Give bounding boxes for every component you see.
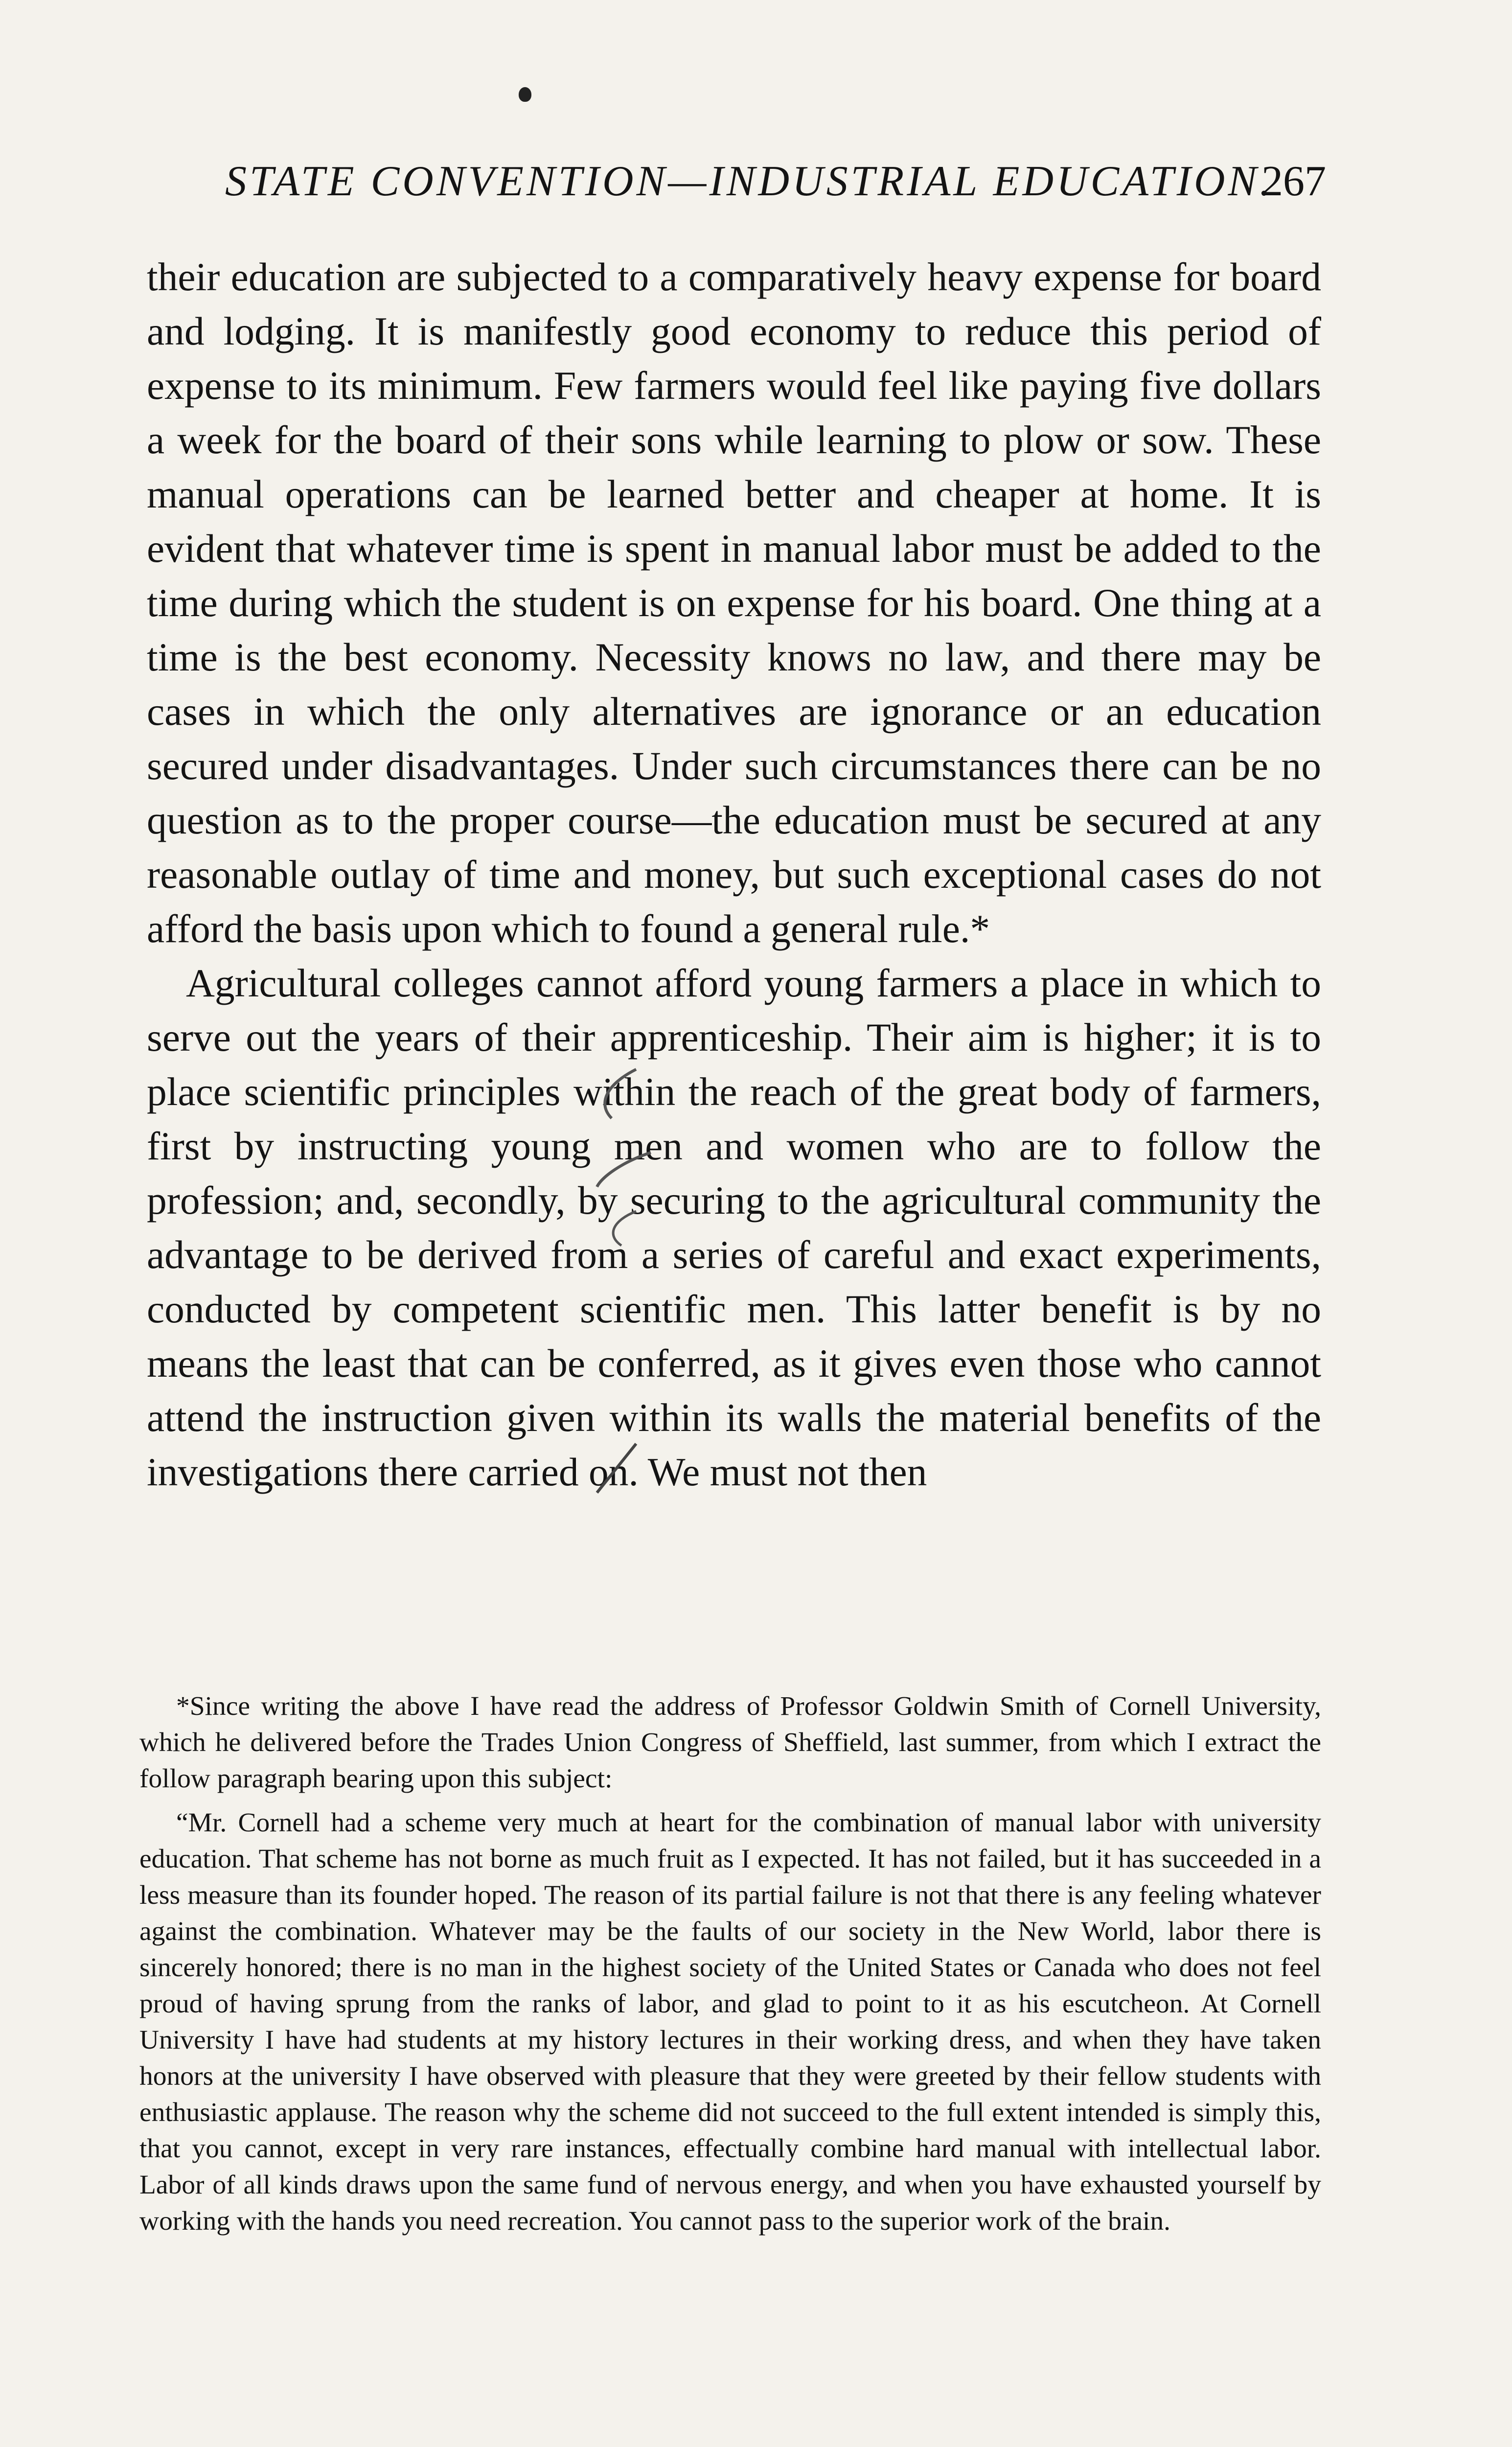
running-head <box>147 157 1326 210</box>
footnote-quotation: “Mr. Cornell had a scheme very much at heart for the combination of manual labor with university education. That scheme has not borne as much fruit as I expected. It has not failed, but it has succeeded in a less measure than its founder hoped. The reason of its partial failure is not that there is any feeling whatever against the combination. Whatever may be the faults of our society in the New World, labor there is sincerely honored; there is no man in the highest society of the United States or Canada who does not feel proud of having sprung from the ranks of labor, and glad to point to it as his escutcheon. At Cornell University I have had students at my history lectures in their working dress, and when they have taken honors at the university I have observed with pleasure that they were greeted by their fellow students with enthusiastic applause. The reason why the scheme did not succeed to the full extent intended is simply this, that you cannot, except in very rare instances, effectually combine hard manual with intellectual labor. Labor of all kinds draws upon the same fund of nervous energy, and when you have exhausted yourself by working with the hands you need recreation. You cannot pass to the superior work of the brain. <box>139 1808 1321 2236</box>
running-title: STATE CONVENTION—INDUSTRIAL EDUCATION. <box>225 158 1274 205</box>
pencil-tick-mark <box>587 1439 641 1502</box>
printer-ornament-mark <box>519 87 531 102</box>
footnotes <box>139 1688 1321 2239</box>
page-number: 267 <box>1261 158 1326 205</box>
footnote-intro: *Since writing the above I have read the address of Professor Goldwin Smith of Cornell University, which he delivered before the Trades Union Congress of Sheffield, last summer, from which I extract the follow paragraph bearing upon this subject: <box>139 1691 1321 1794</box>
paragraph-continued: their education are subjected to a comparatively heavy expense for board and lodging. It is manifestly good economy to reduce this period of expense to its minimum. Few farmers would feel like paying five dollars a week for the board of their sons while learning to plow or sow. These manual operations can be learned better and cheaper at home. It is evident that whatever time is spent in manual labor must be added to the time during which the student is on expense for his board. One thing at a time is the best economy. Necessity knows no law, and there may be cases in which the only alternatives are ignorance or an education secured under disadvantages. Under such circumstances there can be no question as to the proper course—the education must be secured at any reasonable outlay of time and money, but such exceptional cases do not afford the basis upon which to found a general rule.* <box>147 254 1321 951</box>
body-text <box>147 250 1321 1499</box>
paragraph-agricultural-colleges: Agricultural colleges cannot afford young farmers a place in which to serve out the years of their apprenticeship. Their aim is higher; it is to place scientific principles within the reach of the great body of farmers, first by instructing young men and women who are to follow the profession; and, secondly, by securing to the agricultural community the advantage to be derived from a series of careful and exact experiments, conducted by competent scientific men. This latter benefit is by no means the least that can be conferred, as it gives even those who cannot attend the instruction given within its walls the material benefits of the investigations there carried on. We must not then <box>147 961 1321 1494</box>
pencil-annotation-mark <box>577 1064 665 1358</box>
